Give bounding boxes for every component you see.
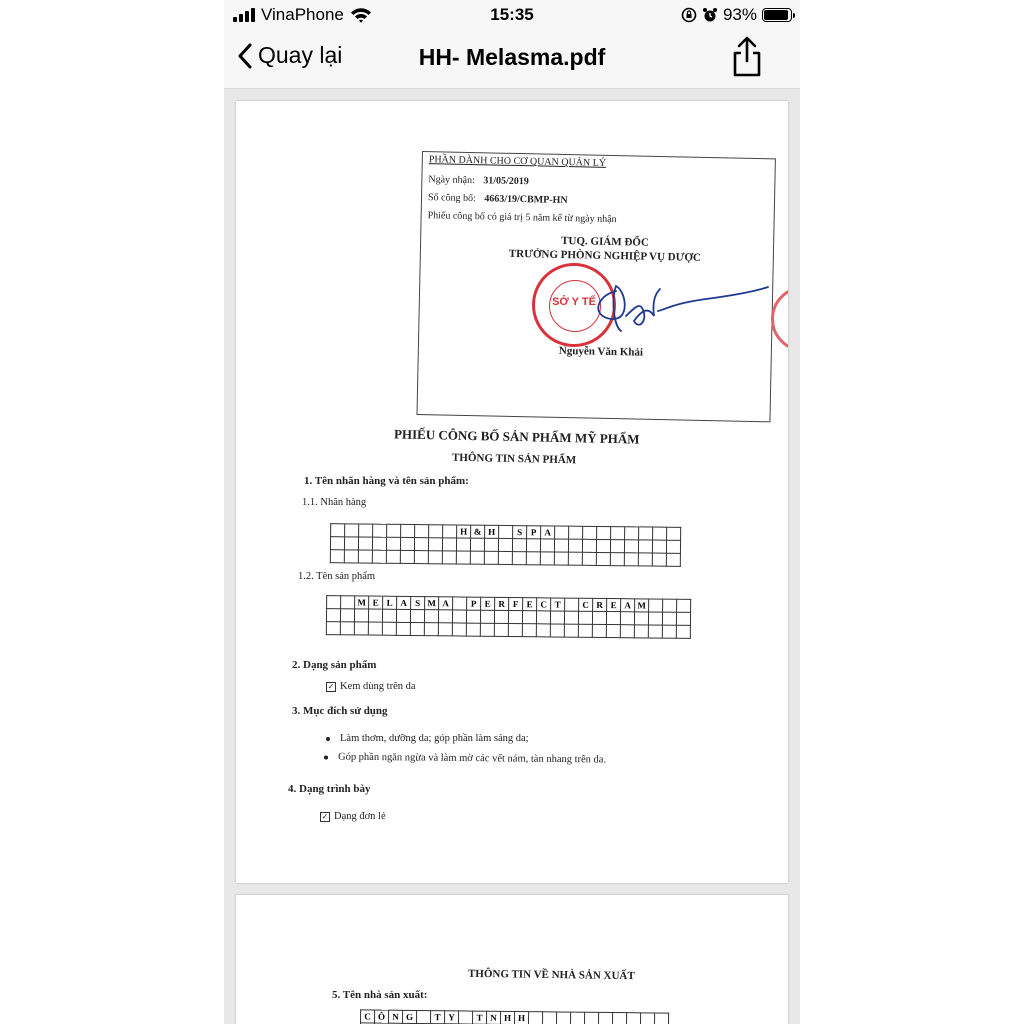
grid-cell: [569, 526, 583, 539]
grid-cell: E: [607, 599, 621, 612]
grid-cell: [424, 610, 438, 623]
grid-cell: [550, 624, 564, 637]
grid-cell: [639, 527, 653, 540]
grid-cell: [466, 623, 480, 636]
grid-cell: [452, 610, 466, 623]
grid-cell: [663, 599, 677, 612]
grid-cell: H: [515, 1012, 529, 1024]
number-value: 4663/19/CBMP-HN: [484, 193, 568, 207]
grid-cell: [564, 611, 578, 624]
grid-cell: [466, 610, 480, 623]
grid-cell: [568, 539, 582, 552]
grid-cell: [582, 552, 596, 565]
section-2-heading: 2. Dạng sản phẩm: [292, 659, 377, 671]
grid-cell: [387, 524, 401, 537]
grid-cell: [584, 1012, 598, 1024]
section-1-1-label: 1.1. Nhãn hàng: [302, 497, 367, 508]
grid-cell: [359, 524, 373, 537]
grid-cell: A: [397, 596, 411, 609]
grid-cell: [640, 1013, 654, 1024]
stamp-text: SỞ Y TẾ: [552, 296, 596, 308]
grid-cell: [652, 540, 666, 553]
grid-cell: A: [439, 597, 453, 610]
checkbox-icon: ✓: [327, 681, 335, 691]
received-date: [428, 174, 529, 187]
checkbox-icon: ✓: [321, 811, 329, 821]
grid-cell: T: [551, 598, 565, 611]
grid-cell: [612, 1013, 626, 1024]
grid-cell: [373, 524, 387, 537]
grid-cell: [494, 610, 508, 623]
section-1-heading: 1. Tên nhãn hàng và tên sản phẩm:: [304, 475, 469, 487]
grid-cell: [512, 552, 526, 565]
manufacturer-grid: [360, 1009, 669, 1024]
grid-cell: [452, 623, 466, 636]
grid-cell: [382, 609, 396, 622]
grid-cell: [345, 524, 359, 537]
grid-cell: [372, 537, 386, 550]
grid-cell: [556, 1012, 570, 1024]
grid-cell: [606, 625, 620, 638]
grid-cell: R: [495, 597, 509, 610]
grid-cell: A: [541, 526, 555, 539]
status-bar: [224, 0, 800, 30]
grid-cell: A: [621, 599, 635, 612]
grid-cell: [354, 609, 368, 622]
grid-cell: L: [383, 596, 397, 609]
grid-cell: S: [411, 596, 425, 609]
sign-title-1: TUQ. GIÁM ĐỐC: [561, 234, 649, 249]
grid-cell: [358, 550, 372, 563]
grid-cell: [508, 623, 522, 636]
grid-cell: [624, 540, 638, 553]
grid-cell: [417, 1010, 431, 1023]
grid-cell: [340, 622, 354, 635]
grid-cell: [606, 612, 620, 625]
grid-cell: [666, 540, 680, 553]
grid-cell: E: [481, 597, 495, 610]
grid-cell: [638, 553, 652, 566]
section-4-item: [320, 811, 386, 822]
share-icon[interactable]: [730, 36, 764, 78]
grid-cell: [326, 609, 340, 622]
grid-cell: [354, 622, 368, 635]
grid-cell: [649, 599, 663, 612]
grid-cell: [331, 524, 345, 537]
grid-cell: [592, 611, 606, 624]
grid-cell: [442, 551, 456, 564]
grid-cell: [396, 609, 410, 622]
grid-cell: [578, 624, 592, 637]
grid-cell: [386, 537, 400, 550]
grid-cell: M: [355, 596, 369, 609]
grid-cell: [480, 610, 494, 623]
grid-cell: [344, 537, 358, 550]
grid-cell: [326, 622, 340, 635]
grid-cell: [456, 551, 470, 564]
battery-icon: [762, 8, 792, 22]
grid-cell: [526, 552, 540, 565]
grid-cell: [662, 625, 676, 638]
sign-title-2: TRƯỞNG PHÒNG NGHIỆP VỤ DƯỢC: [508, 247, 702, 264]
pdf-viewer[interactable]: [224, 89, 800, 1024]
grid-cell: [358, 537, 372, 550]
grid-cell: [666, 553, 680, 566]
grid-cell: N: [389, 1010, 403, 1023]
grid-cell: [522, 611, 536, 624]
grid-cell: [676, 625, 690, 638]
section-2-item-text: Kem dùng trên da: [340, 681, 416, 692]
grid-cell: [453, 597, 467, 610]
grid-cell: [442, 538, 456, 551]
grid-cell: E: [523, 598, 537, 611]
grid-cell: [330, 537, 344, 550]
date-value: 31/05/2019: [483, 175, 529, 188]
grid-cell: [484, 551, 498, 564]
announcement-number: [428, 192, 568, 206]
grid-cell: [648, 625, 662, 638]
bullet-icon: [326, 737, 330, 741]
grid-cell: [638, 540, 652, 553]
grid-cell: G: [403, 1010, 417, 1023]
grid-cell: [626, 1013, 640, 1024]
grid-cell: [396, 622, 410, 635]
grid-cell: [484, 538, 498, 551]
grid-cell: [554, 552, 568, 565]
grid-cell: [522, 624, 536, 637]
grid-cell: [620, 625, 634, 638]
grid-cell: [424, 623, 438, 636]
grid-cell: H: [457, 525, 471, 538]
grid-cell: [550, 611, 564, 624]
grid-cell: [540, 539, 554, 552]
signature-icon: [586, 271, 776, 351]
grid-cell: C: [579, 598, 593, 611]
grid-cell: [410, 622, 424, 635]
form-subtitle: THÔNG TIN SẢN PHẨM: [451, 451, 577, 467]
grid-cell: [564, 624, 578, 637]
grid-cell: [443, 525, 457, 538]
grid-cell: [382, 622, 396, 635]
grid-cell: R: [593, 598, 607, 611]
section-5-heading: 5. Tên nhà sản xuất:: [332, 989, 428, 1001]
alarm-icon: [702, 7, 718, 23]
grid-cell: F: [509, 598, 523, 611]
grid-cell: [428, 551, 442, 564]
grid-cell: [652, 553, 666, 566]
carrier-name: VinaPhone: [261, 5, 344, 24]
grid-cell: P: [527, 526, 541, 539]
grid-cell: [662, 612, 676, 625]
section-4-heading: 4. Dạng trình bày: [288, 783, 371, 795]
form-title: PHIẾU CÔNG BỐ SẢN PHẨM MỸ PHẨM: [393, 426, 640, 447]
grid-cell: [401, 524, 415, 537]
grid-cell: [677, 599, 691, 612]
bullet-icon: [324, 755, 328, 759]
grid-cell: [508, 611, 522, 624]
grid-cell: [341, 596, 355, 609]
grid-cell: [554, 539, 568, 552]
grid-cell: [634, 612, 648, 625]
grid-cell: [470, 538, 484, 551]
grid-cell: M: [635, 599, 649, 612]
grid-cell: [592, 624, 606, 637]
grid-cell: [499, 525, 513, 538]
grid-cell: [368, 622, 382, 635]
grid-cell: S: [513, 526, 527, 539]
grid-cell: C: [361, 1010, 375, 1023]
grid-cell: [583, 526, 597, 539]
grid-cell: H: [501, 1011, 515, 1024]
grid-cell: [598, 1012, 612, 1024]
grid-cell: Ô: [375, 1010, 389, 1023]
grid-cell: E: [369, 596, 383, 609]
document-title: HH- Melasma.pdf: [418, 44, 606, 70]
grid-cell: [498, 538, 512, 551]
validity-note: Phiếu công bố có giá trị 5 năm kể từ ngày nhận: [427, 210, 617, 226]
grid-cell: C: [537, 598, 551, 611]
grid-cell: [667, 527, 681, 540]
grid-cell: [648, 612, 662, 625]
grid-cell: T: [431, 1011, 445, 1024]
grid-cell: [438, 623, 452, 636]
grid-cell: [542, 1012, 556, 1024]
navigation-bar: [224, 30, 800, 88]
signer-name: Nguyễn Văn Khải: [558, 344, 644, 359]
grid-cell: [565, 598, 579, 611]
grid-cell: &: [471, 525, 485, 538]
grid-cell: [528, 1012, 542, 1024]
section-3-item-1: [326, 733, 529, 744]
grid-cell: [400, 537, 414, 550]
grid-cell: [654, 1013, 668, 1024]
grid-cell: [428, 538, 442, 551]
section-1-2-label: 1.2. Tên sản phẩm: [298, 571, 376, 582]
section-4-item-text: Dạng đơn lẻ: [334, 811, 386, 822]
phone-screen: [224, 0, 800, 1024]
grid-cell: [568, 552, 582, 565]
grid-cell: [540, 552, 554, 565]
battery-percent: 93%: [722, 5, 757, 24]
grid-cell: [459, 1011, 473, 1024]
section-3-item-2-text: Góp phần ngăn ngừa và làm mờ các vết nám, tàn nhang trên da.: [337, 751, 607, 766]
grid-cell: P: [467, 597, 481, 610]
grid-cell: M: [425, 597, 439, 610]
grid-cell: [676, 612, 690, 625]
grid-cell: [526, 539, 540, 552]
grid-cell: [610, 553, 624, 566]
section-2-item: [326, 681, 416, 692]
back-label: Quay lại: [258, 42, 343, 68]
grid-cell: [536, 611, 550, 624]
clock: 15:35: [490, 5, 534, 24]
grid-cell: [653, 527, 667, 540]
grid-cell: H: [485, 525, 499, 538]
product-grid: [326, 595, 691, 639]
section-3-heading: 3. Mục đích sử dụng: [292, 705, 388, 717]
grid-cell: [620, 612, 634, 625]
grid-cell: [494, 623, 508, 636]
grid-cell: [578, 611, 592, 624]
section-3-item-1-text: Làm thơm, dưỡng da; góp phần làm sáng da;: [340, 733, 529, 744]
orientation-lock-icon: [681, 7, 697, 23]
grid-cell: [456, 538, 470, 551]
grid-cell: Y: [445, 1011, 459, 1024]
grid-cell: [624, 553, 638, 566]
grid-cell: [570, 1012, 584, 1024]
grid-cell: [512, 539, 526, 552]
grid-cell: [634, 625, 648, 638]
grid-cell: [555, 526, 569, 539]
grid-cell: [610, 540, 624, 553]
grid-cell: [582, 539, 596, 552]
grid-cell: [596, 552, 610, 565]
admin-heading: PHẦN DÀNH CHO CƠ QUAN QUẢN LÝ: [428, 154, 607, 169]
grid-cell: [611, 527, 625, 540]
date-label: Ngày nhận:: [428, 174, 475, 187]
grid-cell: [470, 551, 484, 564]
grid-cell: [368, 609, 382, 622]
grid-cell: [597, 526, 611, 539]
brand-grid: [330, 523, 681, 567]
grid-cell: [330, 550, 344, 563]
section-3-item-2: [324, 752, 606, 766]
grid-cell: [400, 550, 414, 563]
grid-cell: [536, 624, 550, 637]
manufacturer-heading: THÔNG TIN VỀ NHÀ SẢN XUẤT: [467, 967, 635, 983]
grid-cell: [438, 610, 452, 623]
grid-cell: [596, 539, 610, 552]
grid-cell: [372, 550, 386, 563]
grid-cell: [415, 525, 429, 538]
grid-cell: [414, 538, 428, 551]
grid-cell: [340, 609, 354, 622]
grid-cell: [480, 623, 494, 636]
status-right: [681, 5, 792, 25]
grid-cell: [625, 527, 639, 540]
grid-cell: [344, 550, 358, 563]
grid-cell: [414, 551, 428, 564]
grid-cell: N: [487, 1011, 501, 1024]
grid-cell: [410, 609, 424, 622]
grid-cell: [429, 525, 443, 538]
grid-cell: [386, 550, 400, 563]
number-label: Số công bố:: [427, 192, 476, 205]
pdf-page-2: [236, 895, 788, 1024]
pdf-page-1: [236, 101, 788, 883]
grid-cell: [327, 596, 341, 609]
grid-cell: T: [473, 1011, 487, 1024]
grid-cell: [498, 551, 512, 564]
